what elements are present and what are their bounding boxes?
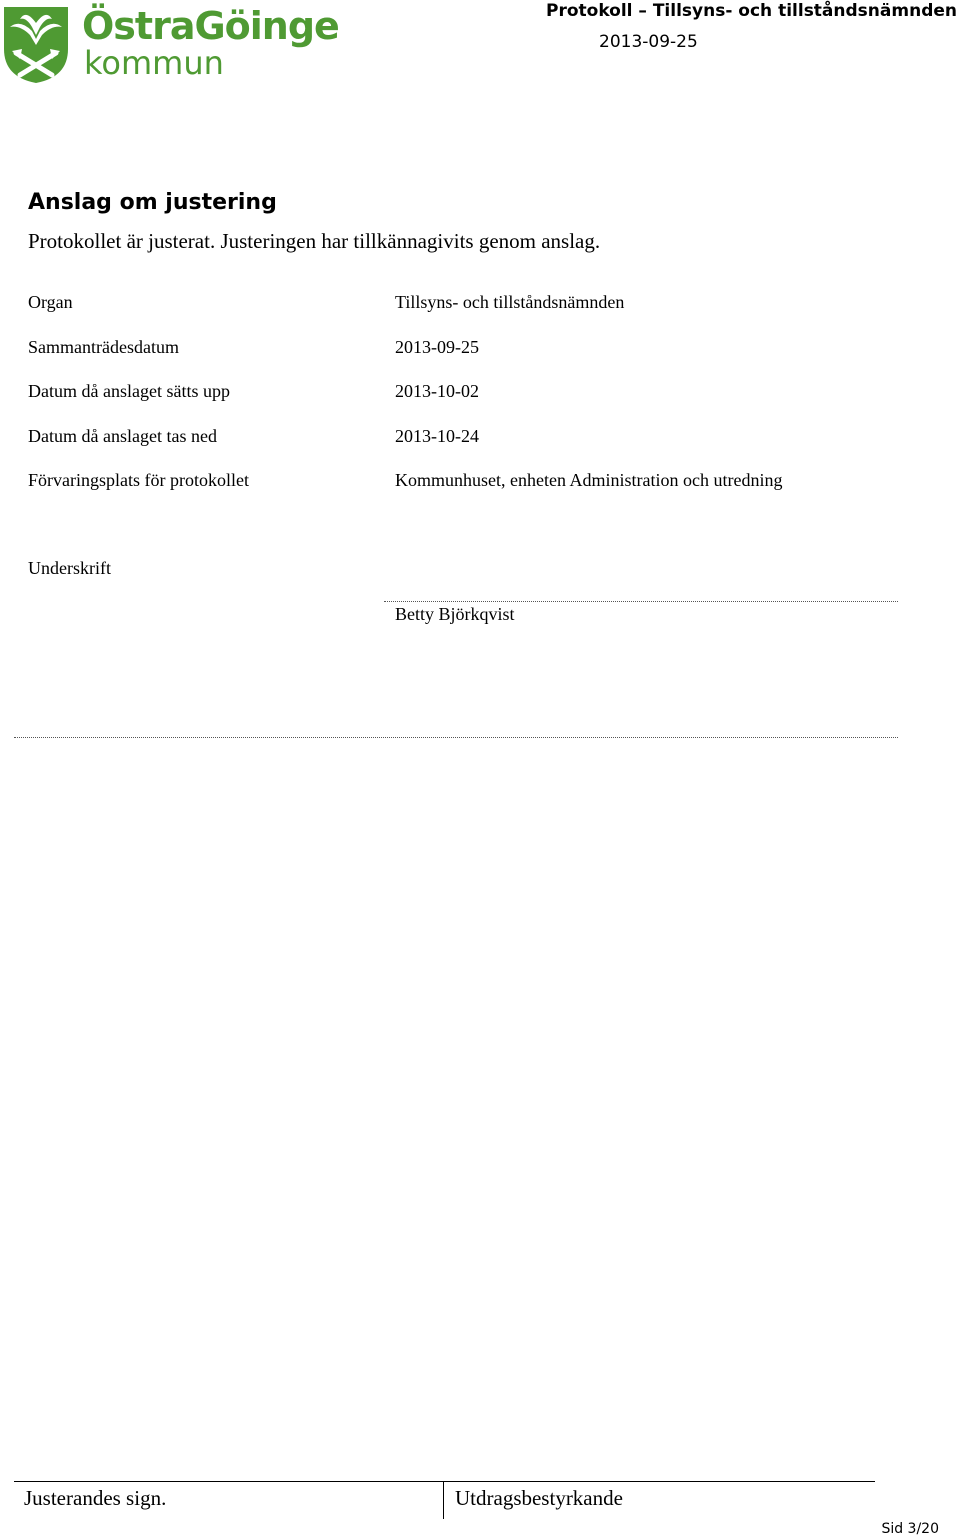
footer-rule (14, 1481, 875, 1482)
coat-of-arms-icon (2, 5, 70, 85)
field-value-posted-date: 2013-10-02 (395, 381, 479, 401)
field-value-meeting-date: 2013-09-25 (395, 337, 479, 357)
document-header-date: 2013-09-25 (599, 32, 698, 52)
signer-name: Betty Björkqvist (395, 604, 515, 624)
footer-extract-label: Utdragsbestyrkande (455, 1486, 623, 1510)
field-value-organ: Tillsyns- och tillståndsnämnden (395, 292, 625, 312)
field-label-storage-location: Förvaringsplats för protokollet (28, 470, 249, 490)
notice-intro: Protokollet är justerat. Justeringen har tillkännagivits genom anslag. (28, 229, 601, 253)
logo-wordmark-line1: ÖstraGöinge (82, 4, 339, 48)
field-label-removed-date: Datum då anslaget tas ned (28, 426, 217, 446)
field-label-posted-date: Datum då anslaget sätts upp (28, 381, 230, 401)
field-label-organ: Organ (28, 292, 73, 312)
footer-sign-label: Justerandes sign. (24, 1486, 167, 1510)
page-number: Sid 3/20 (881, 1521, 939, 1537)
field-label-meeting-date: Sammanträdesdatum (28, 337, 179, 357)
notice-heading: Anslag om justering (28, 190, 277, 215)
signature-label: Underskrift (28, 558, 111, 578)
field-value-removed-date: 2013-10-24 (395, 426, 479, 446)
document-header-title: Protokoll – Tillsyns- och tillståndsnämnden (545, 1, 957, 21)
footer-divider (443, 1481, 444, 1519)
logo-wordmark-line2: kommun (84, 44, 224, 82)
divider-dotted-line (14, 737, 898, 738)
field-value-storage-location: Kommunhuset, enheten Administration och utredning (395, 470, 783, 490)
